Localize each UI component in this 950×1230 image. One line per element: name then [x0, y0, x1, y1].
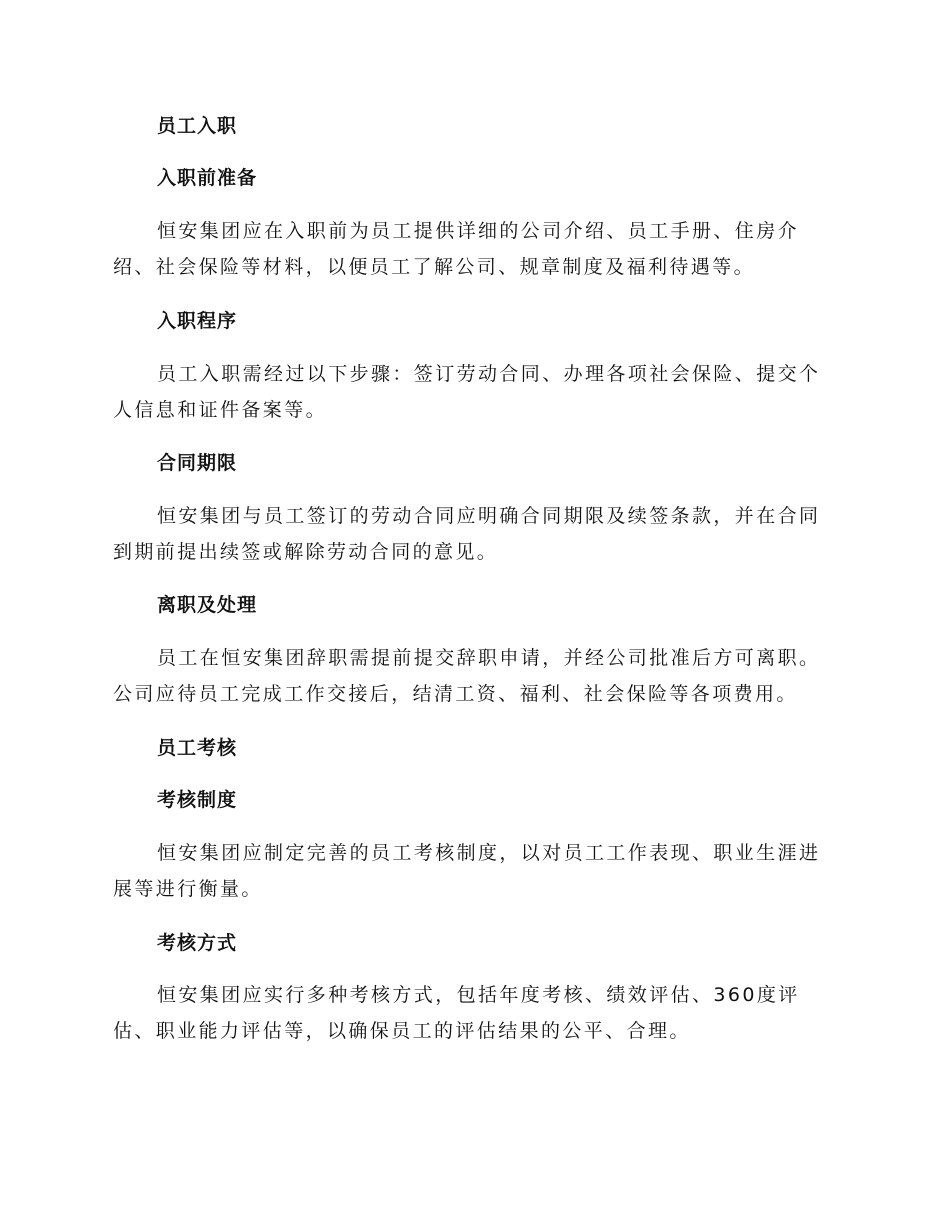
paragraph: 员工入职需经过以下步骤：签订劳动合同、办理各项社会保险、提交个人信息和证件备案等。 — [113, 363, 821, 421]
subsection-heading: 入职程序 — [157, 310, 238, 332]
subsection-heading: 入职前准备 — [157, 167, 258, 189]
paragraph: 恒安集团应制定完善的员工考核制度，以对员工工作表现、职业生涯进展等进行衡量。 — [113, 842, 821, 900]
paragraph: 恒安集团应在入职前为员工提供详细的公司介绍、员工手册、住房介绍、社会保险等材料，以便员工了解公司、规章制度及福利待遇等。 — [113, 220, 800, 278]
subsection-heading: 考核制度 — [157, 789, 238, 811]
subsection-heading: 考核方式 — [157, 932, 238, 954]
paragraph: 员工在恒安集团辞职需提前提交辞职申请，并经公司批准后方可离职。公司应待员工完成工作交接后，结清工资、福利、社会保险等各项费用。 — [113, 647, 821, 705]
subsection-heading: 合同期限 — [157, 452, 238, 474]
section-heading: 员工入职 — [157, 115, 238, 137]
subsection-heading: 离职及处理 — [157, 594, 258, 616]
paragraph: 恒安集团应实行多种考核方式，包括年度考核、绩效评估、360度评估、职业能力评估等，以确保员工的评估结果的公平、合理。 — [113, 984, 800, 1042]
paragraph: 恒安集团与员工签订的劳动合同应明确合同期限及续签条款，并在合同到期前提出续签或解除劳动合同的意见。 — [113, 505, 821, 563]
section-heading: 员工考核 — [157, 737, 238, 759]
